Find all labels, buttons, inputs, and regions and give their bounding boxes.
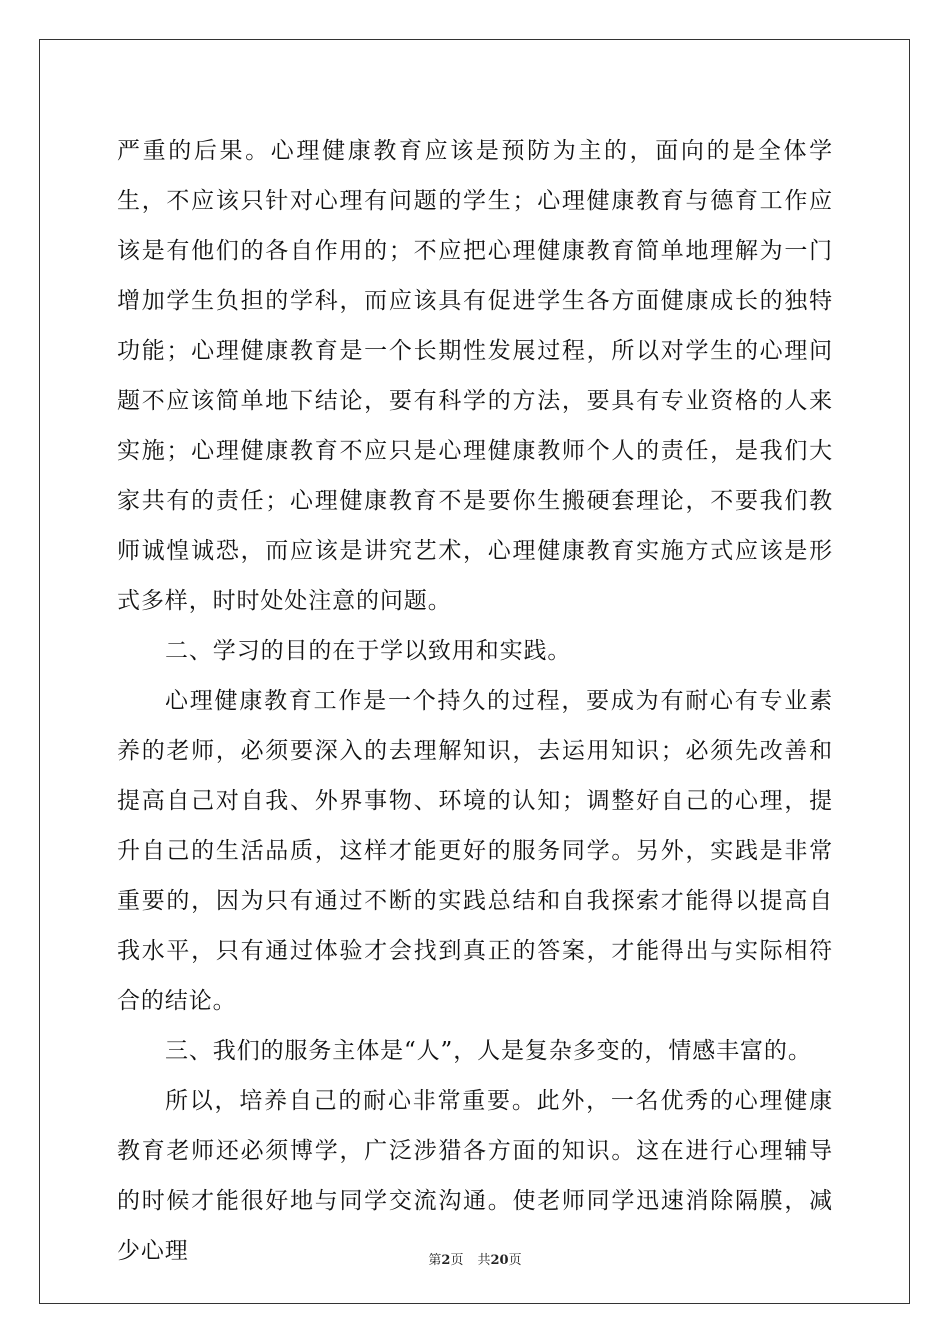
paragraph-2: 心理健康教育工作是一个持久的过程，要成为有耐心有专业素养的老师，必须要深入的去理解知识，去运用知识；必须先改善和提高自己对自我、外界事物、环境的认知；调整好自己的心理，提升自己的生活品质，这样才能更好的服务同学。另外，实践是非常重要的，因为只有通过不断的实践总结和自我探索才能得以提高自我水平，只有通过体验才会找到真正的答案，才能得出与实际相符合的结论。 bbox=[117, 688, 833, 1014]
page-footer bbox=[0, 1249, 950, 1268]
page-prefix: 第 bbox=[428, 1253, 442, 1268]
page-number: 2 bbox=[441, 1253, 451, 1268]
total-suffix: 页 bbox=[508, 1253, 522, 1268]
section-heading-3: 三、我们的服务主体是“人”，人是复杂多变的，情感丰富的。 bbox=[165, 1038, 812, 1064]
paragraph-3: 所以，培养自己的耐心非常重要。此外，一名优秀的心理健康教育老师还必须博学，广泛涉猎各方面的知识。这在进行心理辅导的时候才能很好地与同学交流沟通。使老师同学迅速消除隔膜，减少心理 bbox=[117, 1088, 833, 1264]
page-suffix: 页 bbox=[450, 1253, 464, 1268]
total-prefix: 共 bbox=[477, 1253, 491, 1268]
document-body bbox=[117, 126, 833, 1276]
total-pages: 20 bbox=[490, 1253, 509, 1268]
section-heading-2: 二、学习的目的在于学以致用和实践。 bbox=[165, 638, 572, 664]
paragraph-1: 严重的后果。心理健康教育应该是预防为主的，面向的是全体学生，不应该只针对心理有问题的学生；心理健康教育与德育工作应该是有他们的各自作用的；不应把心理健康教育简单地理解为一门增加学生负担的学科，而应该具有促进学生各方面健康成长的独特功能；心理健康教育是一个长期性发展过程，所以对学生的心理问题不应该简单地下结论，要有科学的方法，要具有专业资格的人来实施；心理健康教育不应只是心理健康教师个人的责任，是我们大家共有的责任；心理健康教育不是要你生搬硬套理论，不要我们教师诚惶诚恐，而应该是讲究艺术，心理健康教育实施方式应该是形式多样，时时处处注意的问题。 bbox=[117, 138, 833, 614]
